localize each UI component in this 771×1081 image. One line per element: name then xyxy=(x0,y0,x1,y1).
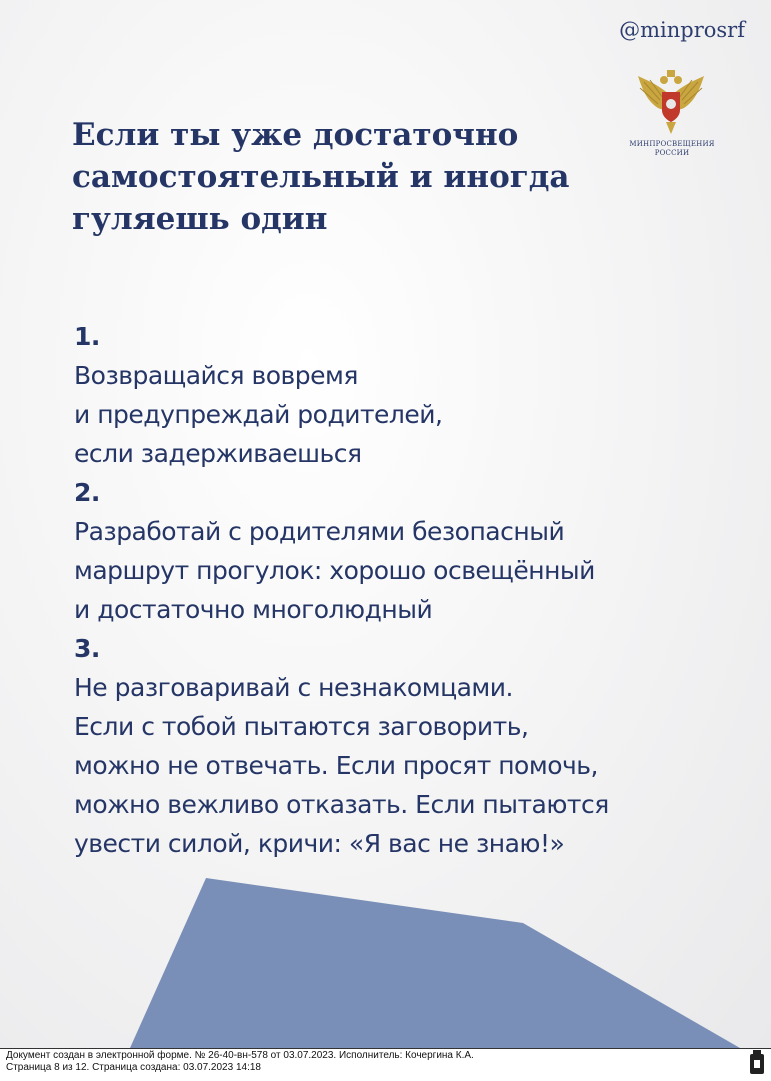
page-title: Если ты уже достаточно самостоятельный и иногда гуляешь один xyxy=(72,117,570,237)
item-text: Разработай с родителями безопасный маршрут прогулок: хорошо освещённый и достаточно многолюдный xyxy=(74,517,595,624)
document-footer xyxy=(0,1048,771,1081)
footer-emblem-icon xyxy=(749,1050,765,1076)
item-number: 3. xyxy=(74,634,100,663)
social-handle: @minprosrf xyxy=(619,18,745,42)
item-text: Возвращайся вовремя и предупреждай родителей, если задерживаешься xyxy=(74,361,443,468)
footer-text: Документ создан в электронной форме. № 26-40-вн-578 от 03.07.2023. Исполнитель: Кочергина К.А. Страница 8 из 12. Страница создана: 03.07.2023 14:18 xyxy=(6,1050,474,1073)
item-text: Не разговаривай с незнакомцами. Если с тобой пытаются заговорить, можно не отвечать. Если просят помочь, можно вежливо отказать. Если пытаются увести силой, кричи: «Я вас не знаю!» xyxy=(74,673,609,858)
ministry-name: МИНПРОСВЕЩЕНИЯ РОССИИ xyxy=(629,140,715,157)
item-number: 1. xyxy=(74,322,100,351)
item-number: 2. xyxy=(74,478,100,507)
